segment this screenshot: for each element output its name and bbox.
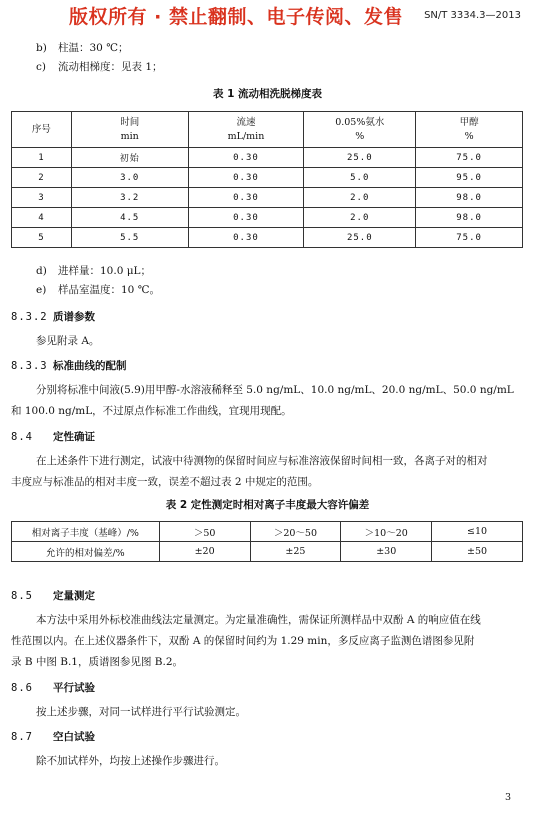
paragraph-line: 性范围以内。在上述仪器条件下，双酚 A 的保留时间约为 1.29 min，多反应离子监测色谱图参见附 bbox=[11, 635, 475, 647]
table-cell: 2 bbox=[12, 168, 72, 188]
section-number: 8.5 bbox=[11, 590, 33, 602]
table-row bbox=[12, 228, 523, 248]
header-label: 流速 bbox=[236, 116, 256, 128]
table-row bbox=[12, 208, 523, 228]
table-cell: 允许的相对偏差/% bbox=[12, 542, 160, 562]
condition-c bbox=[36, 59, 163, 74]
section-heading-8-6 bbox=[11, 680, 95, 695]
table-row bbox=[12, 542, 523, 562]
header-cell bbox=[188, 112, 304, 148]
header-unit: min bbox=[120, 130, 139, 142]
list-marker: d) bbox=[36, 265, 47, 277]
section-title: 空白试验 bbox=[53, 731, 95, 743]
table-cell: 相对离子丰度（基峰）/% bbox=[12, 522, 160, 542]
table-cell: ＞20～50 bbox=[250, 522, 341, 542]
section-heading-8-4 bbox=[11, 429, 95, 444]
section-title: 质谱参数 bbox=[53, 311, 95, 323]
section-title: 定性确证 bbox=[53, 431, 95, 443]
table-row bbox=[12, 168, 523, 188]
list-marker: c) bbox=[36, 61, 46, 73]
section-number: 8.7 bbox=[11, 731, 33, 743]
paragraph-line: 和 100.0 ng/mL，不过原点作标准工作曲线，宜现用现配。 bbox=[11, 405, 292, 417]
condition-text: 流动相梯度：见表 1； bbox=[58, 61, 163, 73]
table-cell: 0.30 bbox=[188, 188, 304, 208]
table-cell: 3 bbox=[12, 188, 72, 208]
table1-caption: 表 1 流动相洗脱梯度表 bbox=[212, 88, 323, 100]
table-cell: ＞50 bbox=[159, 522, 250, 542]
header-unit: % bbox=[464, 130, 474, 142]
header-cell bbox=[71, 112, 188, 148]
table-cell: 75.0 bbox=[416, 228, 523, 248]
table-cell: 2.0 bbox=[304, 188, 416, 208]
table-cell: 初始 bbox=[71, 148, 188, 168]
list-marker: b) bbox=[36, 42, 47, 54]
table-cell: ±50 bbox=[432, 542, 523, 562]
header-unit: mL/min bbox=[227, 130, 265, 142]
table-cell: ±25 bbox=[250, 542, 341, 562]
condition-b bbox=[36, 40, 128, 55]
table-cell: 5.0 bbox=[304, 168, 416, 188]
table-cell: 25.0 bbox=[304, 148, 416, 168]
table-cell: 25.0 bbox=[304, 228, 416, 248]
section-number: 8.4 bbox=[11, 431, 33, 443]
section-body: 参见附录 A。 bbox=[36, 335, 100, 347]
condition-d bbox=[36, 263, 151, 278]
table-cell: ±20 bbox=[159, 542, 250, 562]
header-label: 0.05%氨水 bbox=[335, 116, 385, 128]
header-cell bbox=[304, 112, 416, 148]
section-heading-8-7 bbox=[11, 729, 95, 744]
table-cell: 98.0 bbox=[416, 208, 523, 228]
condition-e bbox=[36, 282, 160, 297]
header-cell bbox=[12, 112, 72, 148]
table-cell: ＞10～20 bbox=[341, 522, 432, 542]
table-cell: 1 bbox=[12, 148, 72, 168]
table-cell: 5.5 bbox=[71, 228, 188, 248]
section-title: 定量测定 bbox=[53, 590, 95, 602]
table2-caption: 表 2 定性测定时相对离子丰度最大容许偏差 bbox=[165, 499, 370, 511]
table-cell: 75.0 bbox=[416, 148, 523, 168]
section-number: 8.6 bbox=[11, 682, 33, 694]
section-heading-8-5 bbox=[11, 588, 95, 603]
paragraph-line: 丰度应与标准品的相对丰度一致，误差不超过表 2 中规定的范围。 bbox=[11, 476, 319, 488]
condition-text: 样品室温度：10 ℃。 bbox=[58, 284, 160, 296]
header-label: 序号 bbox=[31, 123, 51, 135]
page-number: 3 bbox=[504, 792, 511, 803]
table-row bbox=[12, 522, 523, 542]
table-cell: 2.0 bbox=[304, 208, 416, 228]
table-cell: 0.30 bbox=[188, 148, 304, 168]
table-cell: 3.2 bbox=[71, 188, 188, 208]
standard-number: SN/T 3334.3—2013 bbox=[424, 10, 521, 21]
gradient-table bbox=[11, 111, 523, 248]
paragraph-line: 本方法中采用外标校准曲线法定量测定。为定量准确性，需保证所测样品中双酚 A 的响应值在线 bbox=[36, 614, 481, 626]
condition-text: 进样量：10.0 μL； bbox=[58, 265, 152, 277]
condition-text: 柱温：30 ℃； bbox=[58, 42, 129, 54]
header-label: 甲醇 bbox=[459, 116, 479, 128]
section-body: 按上述步骤，对同一试样进行平行试验测定。 bbox=[36, 706, 246, 718]
table-cell: 5 bbox=[12, 228, 72, 248]
table-cell: 3.0 bbox=[71, 168, 188, 188]
table-cell: 95.0 bbox=[416, 168, 523, 188]
header-cell bbox=[416, 112, 523, 148]
section-heading-8-3-2 bbox=[11, 309, 95, 324]
table-cell: 0.30 bbox=[188, 168, 304, 188]
table-row bbox=[12, 148, 523, 168]
section-number: 8.3.2 bbox=[11, 311, 48, 323]
table-cell: ≤10 bbox=[432, 522, 523, 542]
paragraph-line: 在上述条件下进行测定，试液中待测物的保留时间应与标准溶液保留时间相一致，各离子对的相对 bbox=[36, 455, 488, 467]
watermark-banner: 版权所有 · 禁止翻制、电子传阅、发售 bbox=[69, 6, 403, 28]
table-cell: 4 bbox=[12, 208, 72, 228]
table-cell: 98.0 bbox=[416, 188, 523, 208]
paragraph-line: 录 B 中图 B.1，质谱图参见图 B.2。 bbox=[11, 656, 184, 668]
paragraph-line: 分别将标准中间液(5.9)用甲醇-水溶液稀释至 5.0 ng/mL、10.0 ng/mL、20.0 ng/mL、50.0 ng/mL bbox=[36, 384, 514, 396]
abundance-table bbox=[11, 521, 523, 562]
section-body: 除不加试样外，均按上述操作步骤进行。 bbox=[36, 755, 225, 767]
section-title: 标准曲线的配制 bbox=[53, 360, 127, 372]
table-cell: ±30 bbox=[341, 542, 432, 562]
section-title: 平行试验 bbox=[53, 682, 95, 694]
table-cell: 0.30 bbox=[188, 228, 304, 248]
table-row bbox=[12, 188, 523, 208]
table-cell: 4.5 bbox=[71, 208, 188, 228]
header-label: 时间 bbox=[120, 116, 140, 128]
section-number: 8.3.3 bbox=[11, 360, 48, 372]
section-heading-8-3-3 bbox=[11, 358, 127, 373]
table-cell: 0.30 bbox=[188, 208, 304, 228]
header-unit: % bbox=[355, 130, 365, 142]
list-marker: e) bbox=[36, 284, 47, 296]
table-header-row bbox=[12, 112, 523, 148]
